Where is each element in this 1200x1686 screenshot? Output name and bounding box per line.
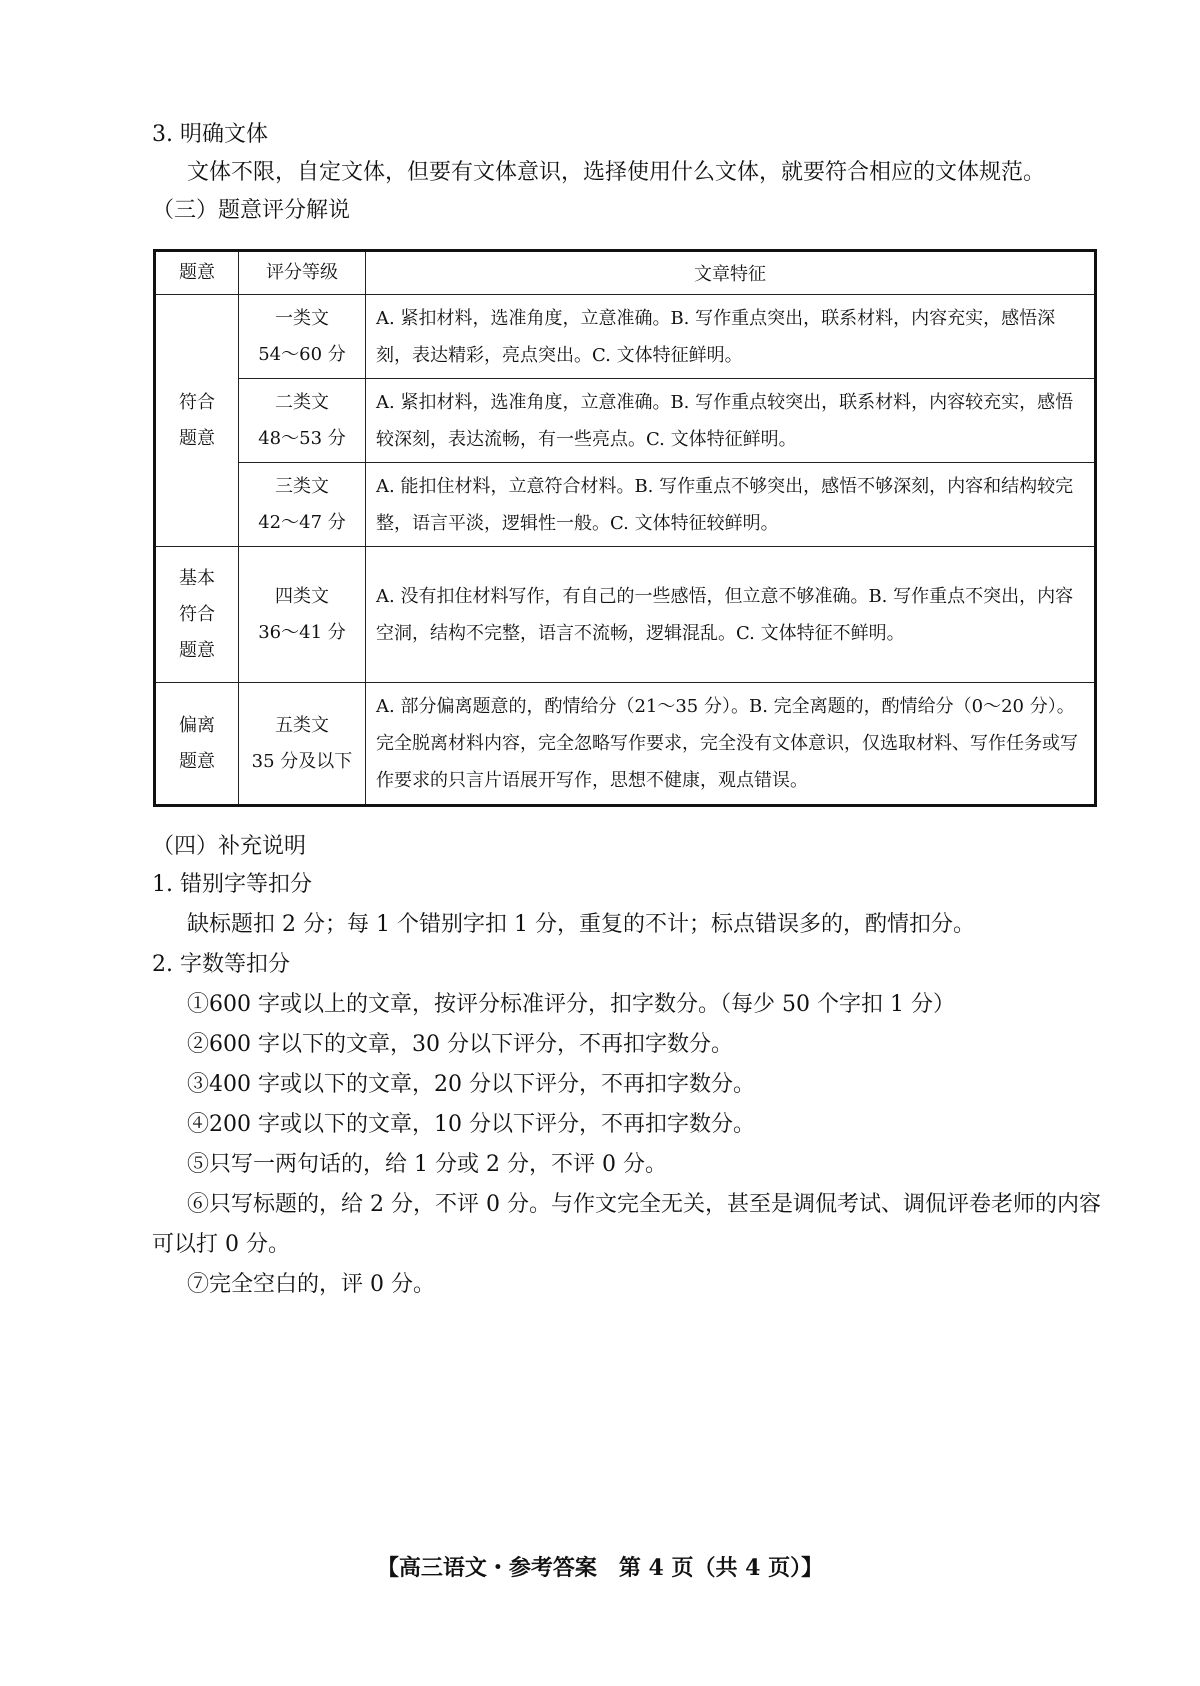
grade-score: 42～47 分	[258, 511, 346, 533]
table-row	[155, 295, 1096, 379]
table-row	[155, 379, 1096, 463]
supplement-2-item: ④200 字或以下的文章，10 分以下评分，不再扣字数分。	[187, 1112, 755, 1137]
grade-cell	[239, 547, 366, 683]
features-cell: A. 没有扣住材料写作，有自己的一些感悟，但立意不够准确。B. 写作重点不突出，内容空洞，结构不完整，语言不流畅，逻辑混乱。C. 文体特征不鲜明。	[366, 547, 1096, 683]
supplement-1-title: 1. 错别字等扣分	[152, 872, 312, 897]
group-label-line: 符合	[179, 391, 215, 413]
supplement-title: （四）补充说明	[152, 834, 307, 859]
features-cell: A. 紧扣材料，选准角度，立意准确。B. 写作重点较突出，联系材料，内容较充实，感悟较深刻，表达流畅，有一些亮点。C. 文体特征鲜明。	[366, 379, 1096, 463]
group-label-line: 符合	[179, 603, 215, 625]
grade-score: 35 分及以下	[251, 750, 353, 772]
group-label-line: 基本	[179, 567, 215, 589]
group-cell-deviates	[155, 683, 239, 806]
header-cell-features: 文章特征	[366, 251, 1096, 295]
scoring-table	[153, 249, 1097, 807]
supplement-2-item: ⑤只写一两句话的，给 1 分或 2 分，不评 0 分。	[187, 1152, 667, 1177]
table-section-title: （三）题意评分解说	[152, 198, 351, 223]
grade-score: 36～41 分	[258, 621, 346, 643]
features-cell: A. 能扣住材料，立意符合材料。B. 写作重点不够突出，感悟不够深刻，内容和结构较完整，语言平淡，逻辑性一般。C. 文体特征较鲜明。	[366, 463, 1096, 547]
supplement-1-body: 缺标题扣 2 分；每 1 个错别字扣 1 分，重复的不计；标点错误多的，酌情扣分。	[187, 912, 975, 937]
grade-cell	[239, 683, 366, 806]
grade-score: 48～53 分	[258, 427, 346, 449]
group-cell-basic-fits	[155, 547, 239, 683]
group-cell-fits	[155, 295, 239, 547]
group-label-line: 题意	[179, 639, 215, 661]
group-label-line: 题意	[179, 427, 215, 449]
supplement-2-item: ⑥只写标题的，给 2 分，不评 0 分。与作文完全无关，甚至是调侃考试、调侃评卷老师的内容可以打 0 分。	[152, 1192, 1101, 1257]
grade-name: 一类文	[275, 307, 329, 329]
grade-score: 54～60 分	[258, 343, 346, 365]
section-3-title: 3. 明确文体	[152, 122, 268, 147]
grade-cell	[239, 295, 366, 379]
features-cell: A. 部分偏离题意的，酌情给分（21～35 分）。B. 完全离题的，酌情给分（0～20 分）。完全脱离材料内容，完全忽略写作要求，完全没有文体意识，仅选取材料、写作任务或写作要求的只言片语展开写作，思想不健康，观点错误。	[366, 683, 1096, 806]
grade-cell	[239, 463, 366, 547]
grade-name: 二类文	[275, 391, 329, 413]
features-cell: A. 紧扣材料，选准角度，立意准确。B. 写作重点突出，联系材料，内容充实，感悟深刻，表达精彩，亮点突出。C. 文体特征鲜明。	[366, 295, 1096, 379]
table-row	[155, 547, 1096, 683]
table-header-row	[155, 251, 1096, 295]
grade-cell	[239, 379, 366, 463]
table-row	[155, 463, 1096, 547]
table-row	[155, 683, 1096, 806]
supplement-2-item: ①600 字或以上的文章，按评分标准评分，扣字数分。（每少 50 个字扣 1 分）	[187, 992, 955, 1017]
header-cell-meaning: 题意	[155, 251, 239, 295]
grade-name: 五类文	[275, 714, 329, 736]
supplement-2-item: ⑦完全空白的，评 0 分。	[187, 1272, 435, 1297]
page-footer: 【高三语文・参考答案 第 4 页（共 4 页）】	[376, 1555, 824, 1581]
supplement-2-item: ③400 字或以下的文章，20 分以下评分，不再扣字数分。	[187, 1072, 755, 1097]
group-label-line: 偏离	[179, 714, 215, 736]
group-label-line: 题意	[179, 750, 215, 772]
supplement-2-title: 2. 字数等扣分	[152, 952, 290, 977]
grade-name: 四类文	[275, 585, 329, 607]
section-3-body: 文体不限，自定文体，但要有文体意识，选择使用什么文体，就要符合相应的文体规范。	[187, 160, 1046, 185]
grade-name: 三类文	[275, 475, 329, 497]
header-cell-grade: 评分等级	[239, 251, 366, 295]
supplement-2-item: ②600 字以下的文章，30 分以下评分，不再扣字数分。	[187, 1032, 733, 1057]
